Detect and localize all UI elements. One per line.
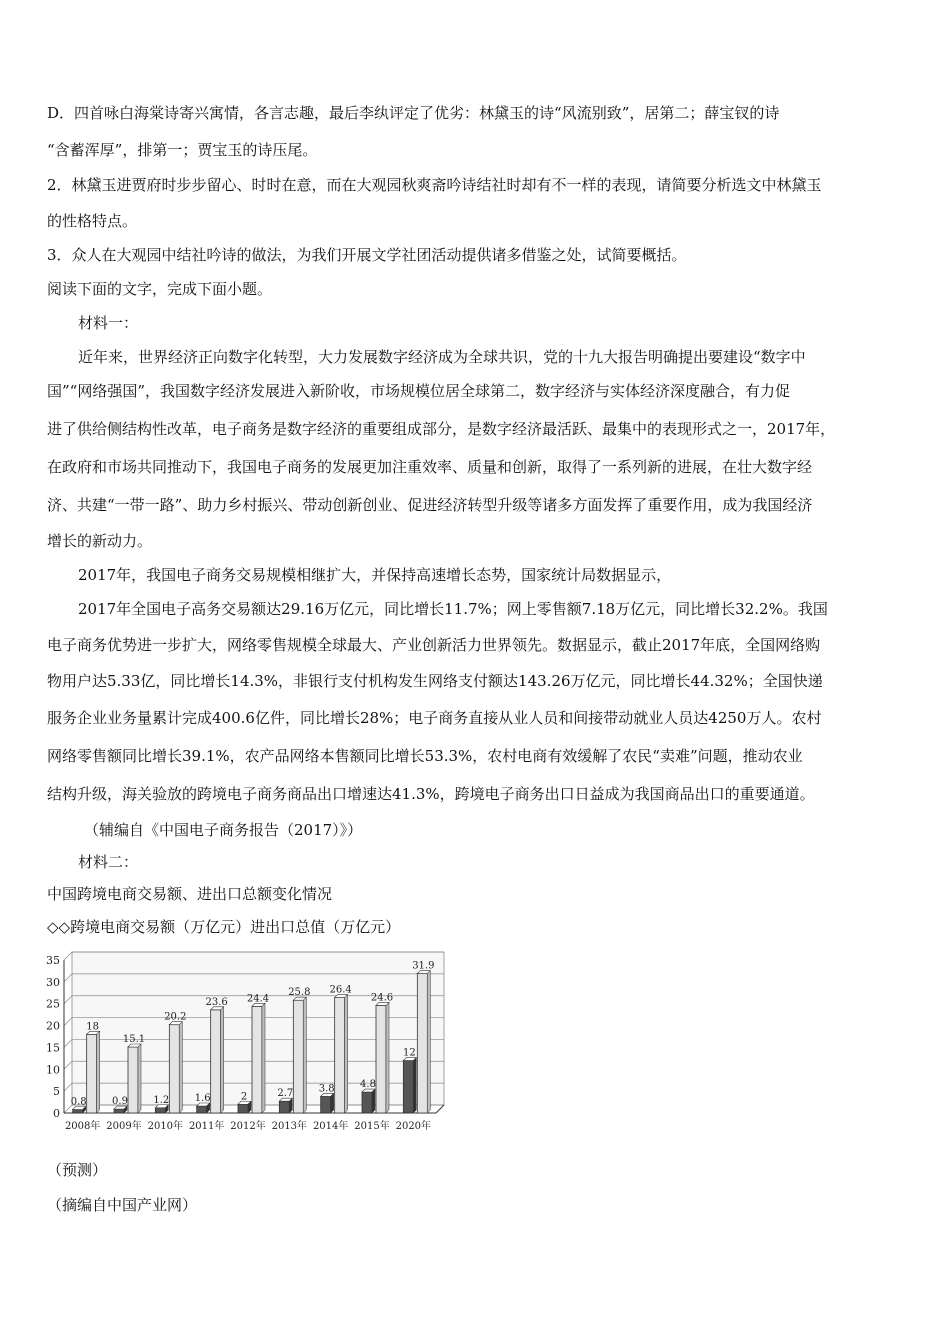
y-tick-label: 20	[46, 1019, 60, 1033]
data-label: 4.8	[360, 1079, 376, 1091]
material-1-para-2: 2017年，我国电子商务交易规模相继扩大，并保持高速增长态势，国家统计局数据显示，	[78, 566, 672, 584]
gridline-depth	[64, 1083, 72, 1091]
y-tick-label: 25	[46, 997, 60, 1011]
data-label: 24.4	[246, 993, 270, 1005]
bar-import-export-total	[128, 1047, 138, 1113]
bar-side-face	[372, 1089, 375, 1113]
bar-cross-border-ecommerce	[155, 1108, 165, 1113]
data-label: 12	[402, 1047, 416, 1059]
x-tick-label: 2010年	[147, 1121, 184, 1132]
data-label: 2.7	[277, 1088, 294, 1100]
bar-import-export-total	[376, 1005, 386, 1113]
gridline-depth	[64, 974, 72, 982]
bar-import-export-total	[417, 974, 427, 1113]
data-label: 1.2	[153, 1094, 170, 1106]
bar-side-face	[221, 1007, 224, 1113]
gridline-depth	[64, 952, 72, 960]
data-label: 2	[240, 1091, 248, 1103]
bar-side-face	[345, 995, 348, 1113]
material-1-para-1-line-5: 济、共建“一带一路”、助力乡村振兴、带动创新创业、促进经济转型升级等诸多方面发挥了重要作用，成为我国经济	[47, 496, 813, 514]
bar-side-face	[97, 1031, 100, 1113]
data-label: 23.6	[205, 996, 228, 1008]
bar-side-face	[262, 1003, 265, 1113]
chart-title: 中国跨境电商交易额、进出口总额变化情况	[47, 885, 333, 903]
data-label: 25.8	[288, 987, 311, 999]
material-1-para-1-line-3: 进了供给侧结构性改革，电子商务是数字经济的重要组成部分，是数字经济最活跃、最集中的表现形式之一，2017年，	[47, 420, 836, 438]
gridline-depth	[64, 1039, 72, 1047]
chart-legend: ◇◇跨境电商交易额（万亿元）进出口总值（万亿元）	[47, 918, 401, 936]
bar-side-face	[179, 1022, 182, 1113]
question-2-line-1: 2．林黛玉进贾府时步步留心、时时在意，而在大观园秋爽斋吟诗结社时却有不一样的表现，请简要分析选文中林黛玉	[47, 176, 822, 194]
material-1-para-1-line-1: 近年来，世界经济正向数字化转型，大力发展数字经济成为全球共识，党的十九大报告明确提出要建设“数字中	[78, 348, 806, 366]
material-1-para-3-line-2: 电子商务优势进一步扩大，网络零售规模全球最大、产业创新活力世界领先。数据显示，截止2017年底，全国网络购	[47, 636, 821, 654]
option-d-line-2: “含蓄浑厚”，排第一；贾宝玉的诗压尾。	[47, 141, 318, 159]
bar-side-face	[386, 1002, 389, 1113]
material-1-para-3-line-3: 物用户达5.33亿，同比增长14.3%，非银行支付机构发生网络支付额达143.26万亿元，同比增长44.32%；全国快递	[47, 672, 823, 690]
bar-import-export-total	[293, 1000, 303, 1113]
data-label: 18	[86, 1021, 100, 1033]
bar-cross-border-ecommerce	[238, 1104, 248, 1113]
gridline-depth	[64, 1061, 72, 1069]
reading-instruction: 阅读下面的文字，完成下面小题。	[47, 280, 273, 298]
bar-cross-border-ecommerce	[279, 1101, 289, 1113]
data-label: 0.8	[70, 1096, 87, 1108]
forecast-note: （预测）	[47, 1161, 108, 1179]
bar-cross-border-ecommerce	[114, 1109, 124, 1113]
data-label: 26.4	[329, 984, 352, 996]
material-1-para-3-line-4: 服务企业业务量累计完成400.6亿件，同比增长28%；电子商务直接从业人员和间接带动就业人员达4250万人。农村	[47, 709, 822, 727]
data-label: 24.6	[370, 992, 394, 1004]
data-label: 3.8	[318, 1083, 335, 1095]
bar-import-export-total	[335, 998, 345, 1113]
bar-side-face	[303, 997, 306, 1113]
material-1-source: （辅编自《中国电子商务报告（2017）》）	[84, 821, 363, 839]
x-tick-label: 2014年	[312, 1121, 349, 1132]
question-2-line-2: 的性格特点。	[47, 212, 138, 230]
material-2-heading: 材料二：	[78, 853, 139, 871]
x-tick-label: 2011年	[188, 1121, 225, 1132]
x-tick-label: 2008年	[64, 1121, 101, 1132]
data-label: 15.1	[122, 1033, 146, 1045]
material-1-para-1-line-6: 增长的新动力。	[47, 532, 153, 550]
y-tick-label: 0	[53, 1107, 60, 1120]
bar-side-face	[331, 1093, 334, 1113]
bar-import-export-total	[87, 1034, 97, 1113]
gridline-depth	[64, 996, 72, 1004]
x-tick-label: 2015年	[354, 1121, 390, 1132]
bar-side-face	[138, 1044, 141, 1113]
material-1-heading: 材料一：	[78, 314, 139, 332]
x-tick-label: 2009年	[106, 1121, 142, 1132]
option-d-line-1: D．四首咏白海棠诗寄兴寓情，各言志趣，最后李纨评定了优劣：林黛玉的诗“风流别致”，居第二；薛宝钗的诗	[47, 104, 780, 122]
material-1-para-3-line-6: 结构升级，海关验放的跨境电子商务商品出口增速达41.3%，跨境电子商务出口日益成为我国商品出口的重要通道。	[47, 785, 815, 803]
x-tick-label: 2013年	[271, 1121, 308, 1132]
x-tick-label: 2012年	[230, 1121, 266, 1132]
x-axis-depth	[436, 1105, 444, 1113]
material-1-para-3-line-1: 2017年全国电子高务交易额达29.16万亿元，同比增长11.7%；网上零售额7.18万亿元，同比增长32.2%。我国	[78, 600, 828, 618]
bar-cross-border-ecommerce	[403, 1061, 413, 1113]
bar-cross-border-ecommerce	[197, 1106, 207, 1113]
x-tick-label: 2020年	[395, 1121, 432, 1132]
material-1-para-3-line-5: 网络零售额同比增长39.1%，农产品网络本售额同比增长53.3%，农村电商有效缓解了农民“卖难”问题，推动农业	[47, 747, 803, 765]
material-2-source: （摘编自中国产业网）	[47, 1196, 198, 1214]
bar-cross-border-ecommerce	[362, 1092, 372, 1113]
material-1-para-1-line-2: 国”“网络强国”，我国数字经济发展进入新阶收，市场规模位居全球第二，数字经济与实体经济深度融合，有力促	[47, 382, 791, 400]
data-label: 20.2	[164, 1011, 187, 1023]
bar-side-face	[427, 971, 430, 1113]
bar-chart	[40, 950, 450, 1140]
bar-import-export-total	[252, 1006, 262, 1113]
bar-side-face	[289, 1098, 292, 1113]
data-label: 1.6	[194, 1093, 211, 1105]
y-tick-label: 5	[53, 1085, 60, 1099]
y-tick-label: 15	[46, 1041, 60, 1055]
y-tick-label: 30	[46, 975, 60, 989]
bar-chart-svg	[40, 950, 450, 1140]
bar-side-face	[413, 1058, 416, 1113]
material-1-para-1-line-4: 在政府和市场共同推动下，我国电子商务的发展更加注重效率、质量和创新，取得了一系列新的进展，在壮大数字经	[47, 458, 813, 476]
question-3: 3．众人在大观园中结社吟诗的做法，为我们开展文学社团活动提供诸多借鉴之处，试简要概括。	[47, 246, 687, 264]
bar-import-export-total	[211, 1010, 221, 1113]
bar-import-export-total	[169, 1025, 179, 1113]
data-label: 0.9	[112, 1096, 128, 1108]
y-tick-label: 10	[46, 1063, 60, 1077]
bar-cross-border-ecommerce	[73, 1110, 83, 1113]
bar-cross-border-ecommerce	[321, 1096, 331, 1113]
y-tick-label: 35	[46, 954, 60, 967]
gridline-depth	[64, 1018, 72, 1026]
data-label: 31.9	[412, 960, 435, 972]
